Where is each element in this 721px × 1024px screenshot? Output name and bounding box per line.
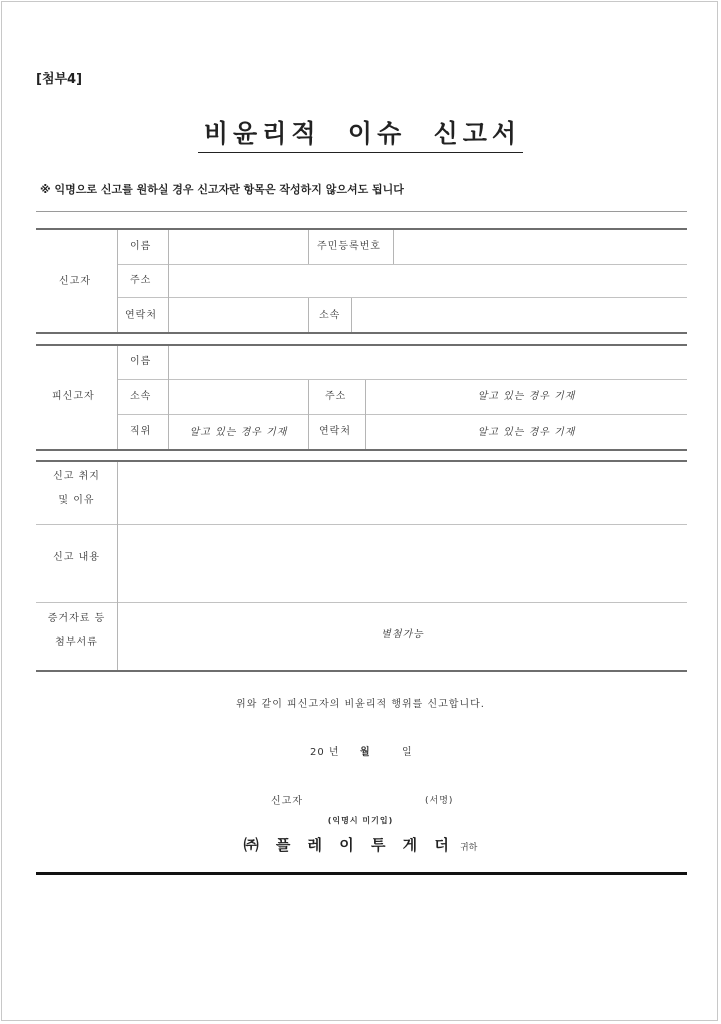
reporter-row-line [117, 297, 687, 298]
footer-bottom-rule [36, 872, 687, 875]
evidence-hint: 별첨가능 [381, 629, 424, 640]
reported-address-hint: 알고 있는 경우 기재 [477, 391, 576, 402]
reported-position-label: 직위 [130, 426, 152, 437]
reported-row-line [117, 414, 687, 415]
reason-label-line2: 및 이유 [58, 495, 95, 506]
reported-affiliation-label: 소속 [130, 391, 152, 402]
company-name: ㈜ 플 레 이 투 게 더 [243, 836, 455, 854]
reporter-name-label: 이름 [130, 241, 152, 252]
reporter-bottom-border [36, 332, 687, 334]
form-title-wrap [0, 114, 721, 153]
reporter-col-line [308, 298, 309, 332]
reporter-col-line [351, 298, 352, 332]
signer-label: 신고자 [271, 796, 303, 807]
details-row-line [36, 602, 687, 603]
details-row-line [36, 524, 687, 525]
date-year: 20 년 [310, 747, 340, 758]
reported-contact-hint: 알고 있는 경우 기재 [477, 427, 576, 438]
evidence-label-line1: 증거자료 등 [47, 613, 106, 624]
attachment-label: [첨부4] [36, 72, 83, 87]
anonymous-notice: ※ 익명으로 신고를 원하실 경우 신고자란 항목은 작성하지 않으셔도 됩니다 [40, 183, 404, 196]
reporter-col-line [168, 230, 169, 332]
details-bottom-border [36, 670, 687, 672]
reported-address-label: 주소 [325, 391, 347, 402]
reporter-section-label: 신고자 [59, 276, 91, 287]
reported-row-line [117, 379, 687, 380]
reported-contact-label: 연락처 [319, 426, 351, 437]
separator-line [36, 211, 687, 212]
company-line [0, 834, 721, 855]
reporter-id-label: 주민등록번호 [317, 241, 381, 252]
content-label: 신고 내용 [53, 552, 100, 563]
reported-bottom-border [36, 449, 687, 451]
reporter-col-line [308, 230, 309, 264]
reporter-affiliation-label: 소속 [319, 310, 341, 321]
date-day: 일 [402, 747, 413, 758]
reporter-address-label: 주소 [130, 275, 152, 286]
date-month: 월 [360, 747, 371, 758]
form-title: 비윤리적 이슈 신고서 [198, 114, 523, 153]
reporter-row-line [117, 264, 687, 265]
reported-position-hint: 알고 있는 경우 기재 [189, 427, 288, 438]
reporter-top-border [36, 228, 687, 230]
details-top-border [36, 460, 687, 462]
reporter-col-line [393, 230, 394, 264]
reported-section-label: 피신고자 [52, 391, 95, 402]
reported-name-label: 이름 [130, 356, 152, 367]
evidence-label-line2: 첨부서류 [55, 637, 98, 648]
reported-top-border [36, 344, 687, 346]
reason-label-line1: 신고 취지 [53, 471, 100, 482]
reporter-col-line [117, 230, 118, 332]
reported-col-line [308, 380, 309, 449]
declaration-statement: 위와 같이 피신고자의 비윤리적 행위를 신고합니다. [236, 699, 485, 710]
company-suffix: 귀하 [459, 843, 478, 853]
anonymous-note: (익명시 미기입) [327, 816, 394, 825]
reporter-contact-label: 연락처 [125, 310, 157, 321]
signature-label: (서명) [425, 796, 454, 806]
reported-col-line [117, 346, 118, 449]
